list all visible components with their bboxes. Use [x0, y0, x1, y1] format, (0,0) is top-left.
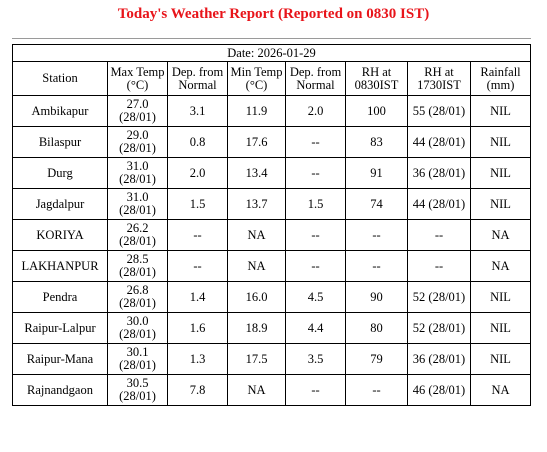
date-row	[13, 45, 531, 62]
rh-0830-cell: 80	[346, 313, 408, 344]
dep-max-cell: 1.5	[168, 189, 228, 220]
dep-max-cell: 1.4	[168, 282, 228, 313]
header-divider	[12, 38, 531, 39]
rh-1730-cell: --	[408, 220, 471, 251]
max-temp-cell: 27.0 (28/01)	[108, 96, 168, 127]
dep-min-cell: 2.0	[286, 96, 346, 127]
col-header-dep-max: Dep. from Normal	[168, 62, 228, 96]
dep-min-cell: --	[286, 220, 346, 251]
min-temp-cell: 13.4	[228, 158, 286, 189]
max-temp-cell: 31.0 (28/01)	[108, 189, 168, 220]
rainfall-cell: NIL	[471, 313, 531, 344]
rh-0830-cell: --	[346, 375, 408, 406]
rh-1730-cell: 36 (28/01)	[408, 344, 471, 375]
station-cell: Ambikapur	[13, 96, 108, 127]
rainfall-cell: NA	[471, 375, 531, 406]
rainfall-cell: NIL	[471, 96, 531, 127]
rh-0830-cell: 79	[346, 344, 408, 375]
table-row	[13, 375, 531, 406]
rh-0830-cell: 100	[346, 96, 408, 127]
report-date: Date: 2026-01-29	[13, 45, 531, 62]
table-row	[13, 313, 531, 344]
dep-max-cell: 7.8	[168, 375, 228, 406]
rh-1730-cell: 44 (28/01)	[408, 189, 471, 220]
rh-1730-cell: 55 (28/01)	[408, 96, 471, 127]
col-header-station: Station	[13, 62, 108, 96]
col-header-rainfall: Rainfall (mm)	[471, 62, 531, 96]
dep-max-cell: 0.8	[168, 127, 228, 158]
dep-min-cell: --	[286, 127, 346, 158]
table-row	[13, 282, 531, 313]
station-cell: KORIYA	[13, 220, 108, 251]
max-temp-cell: 28.5 (28/01)	[108, 251, 168, 282]
dep-max-cell: --	[168, 251, 228, 282]
table-row	[13, 96, 531, 127]
col-header-rh-0830: RH at 0830IST	[346, 62, 408, 96]
dep-max-cell: 1.6	[168, 313, 228, 344]
rainfall-cell: NA	[471, 251, 531, 282]
dep-min-cell: 4.4	[286, 313, 346, 344]
max-temp-cell: 30.1 (28/01)	[108, 344, 168, 375]
station-cell: Bilaspur	[13, 127, 108, 158]
rh-0830-cell: 74	[346, 189, 408, 220]
rh-1730-cell: 52 (28/01)	[408, 282, 471, 313]
max-temp-cell: 26.2 (28/01)	[108, 220, 168, 251]
station-cell: Durg	[13, 158, 108, 189]
dep-min-cell: --	[286, 375, 346, 406]
rh-1730-cell: 36 (28/01)	[408, 158, 471, 189]
rh-0830-cell: --	[346, 251, 408, 282]
max-temp-cell: 31.0 (28/01)	[108, 158, 168, 189]
weather-table	[12, 44, 531, 406]
station-cell: Pendra	[13, 282, 108, 313]
station-cell: Raipur-Lalpur	[13, 313, 108, 344]
station-cell: Raipur-Mana	[13, 344, 108, 375]
col-header-min-temp: Min Temp (°C)	[228, 62, 286, 96]
dep-max-cell: 3.1	[168, 96, 228, 127]
station-cell: Rajnandgaon	[13, 375, 108, 406]
table-row	[13, 220, 531, 251]
rainfall-cell: NIL	[471, 127, 531, 158]
table-row	[13, 158, 531, 189]
max-temp-cell: 29.0 (28/01)	[108, 127, 168, 158]
col-header-max-temp: Max Temp (°C)	[108, 62, 168, 96]
table-row	[13, 189, 531, 220]
min-temp-cell: 17.5	[228, 344, 286, 375]
table-row	[13, 251, 531, 282]
station-cell: LAKHANPUR	[13, 251, 108, 282]
min-temp-cell: 11.9	[228, 96, 286, 127]
column-header-row	[13, 62, 531, 96]
max-temp-cell: 26.8 (28/01)	[108, 282, 168, 313]
dep-min-cell: 1.5	[286, 189, 346, 220]
dep-max-cell: --	[168, 220, 228, 251]
dep-max-cell: 1.3	[168, 344, 228, 375]
rh-1730-cell: 44 (28/01)	[408, 127, 471, 158]
dep-min-cell: 4.5	[286, 282, 346, 313]
station-cell: Jagdalpur	[13, 189, 108, 220]
min-temp-cell: 17.6	[228, 127, 286, 158]
rh-0830-cell: 83	[346, 127, 408, 158]
rh-0830-cell: 90	[346, 282, 408, 313]
rh-1730-cell: --	[408, 251, 471, 282]
min-temp-cell: 16.0	[228, 282, 286, 313]
min-temp-cell: 13.7	[228, 189, 286, 220]
rainfall-cell: NIL	[471, 344, 531, 375]
rainfall-cell: NIL	[471, 282, 531, 313]
table-row	[13, 344, 531, 375]
page-title: Today's Weather Report (Reported on 0830 IST)	[117, 6, 430, 22]
rh-1730-cell: 52 (28/01)	[408, 313, 471, 344]
max-temp-cell: 30.5 (28/01)	[108, 375, 168, 406]
col-header-rh-1730: RH at 1730IST	[408, 62, 471, 96]
rainfall-cell: NIL	[471, 189, 531, 220]
rh-1730-cell: 46 (28/01)	[408, 375, 471, 406]
col-header-dep-min: Dep. from Normal	[286, 62, 346, 96]
rainfall-cell: NIL	[471, 158, 531, 189]
min-temp-cell: 18.9	[228, 313, 286, 344]
rh-0830-cell: 91	[346, 158, 408, 189]
max-temp-cell: 30.0 (28/01)	[108, 313, 168, 344]
rh-0830-cell: --	[346, 220, 408, 251]
min-temp-cell: NA	[228, 220, 286, 251]
dep-min-cell: 3.5	[286, 344, 346, 375]
dep-max-cell: 2.0	[168, 158, 228, 189]
min-temp-cell: NA	[228, 251, 286, 282]
dep-min-cell: --	[286, 251, 346, 282]
table-row	[13, 127, 531, 158]
min-temp-cell: NA	[228, 375, 286, 406]
rainfall-cell: NA	[471, 220, 531, 251]
dep-min-cell: --	[286, 158, 346, 189]
